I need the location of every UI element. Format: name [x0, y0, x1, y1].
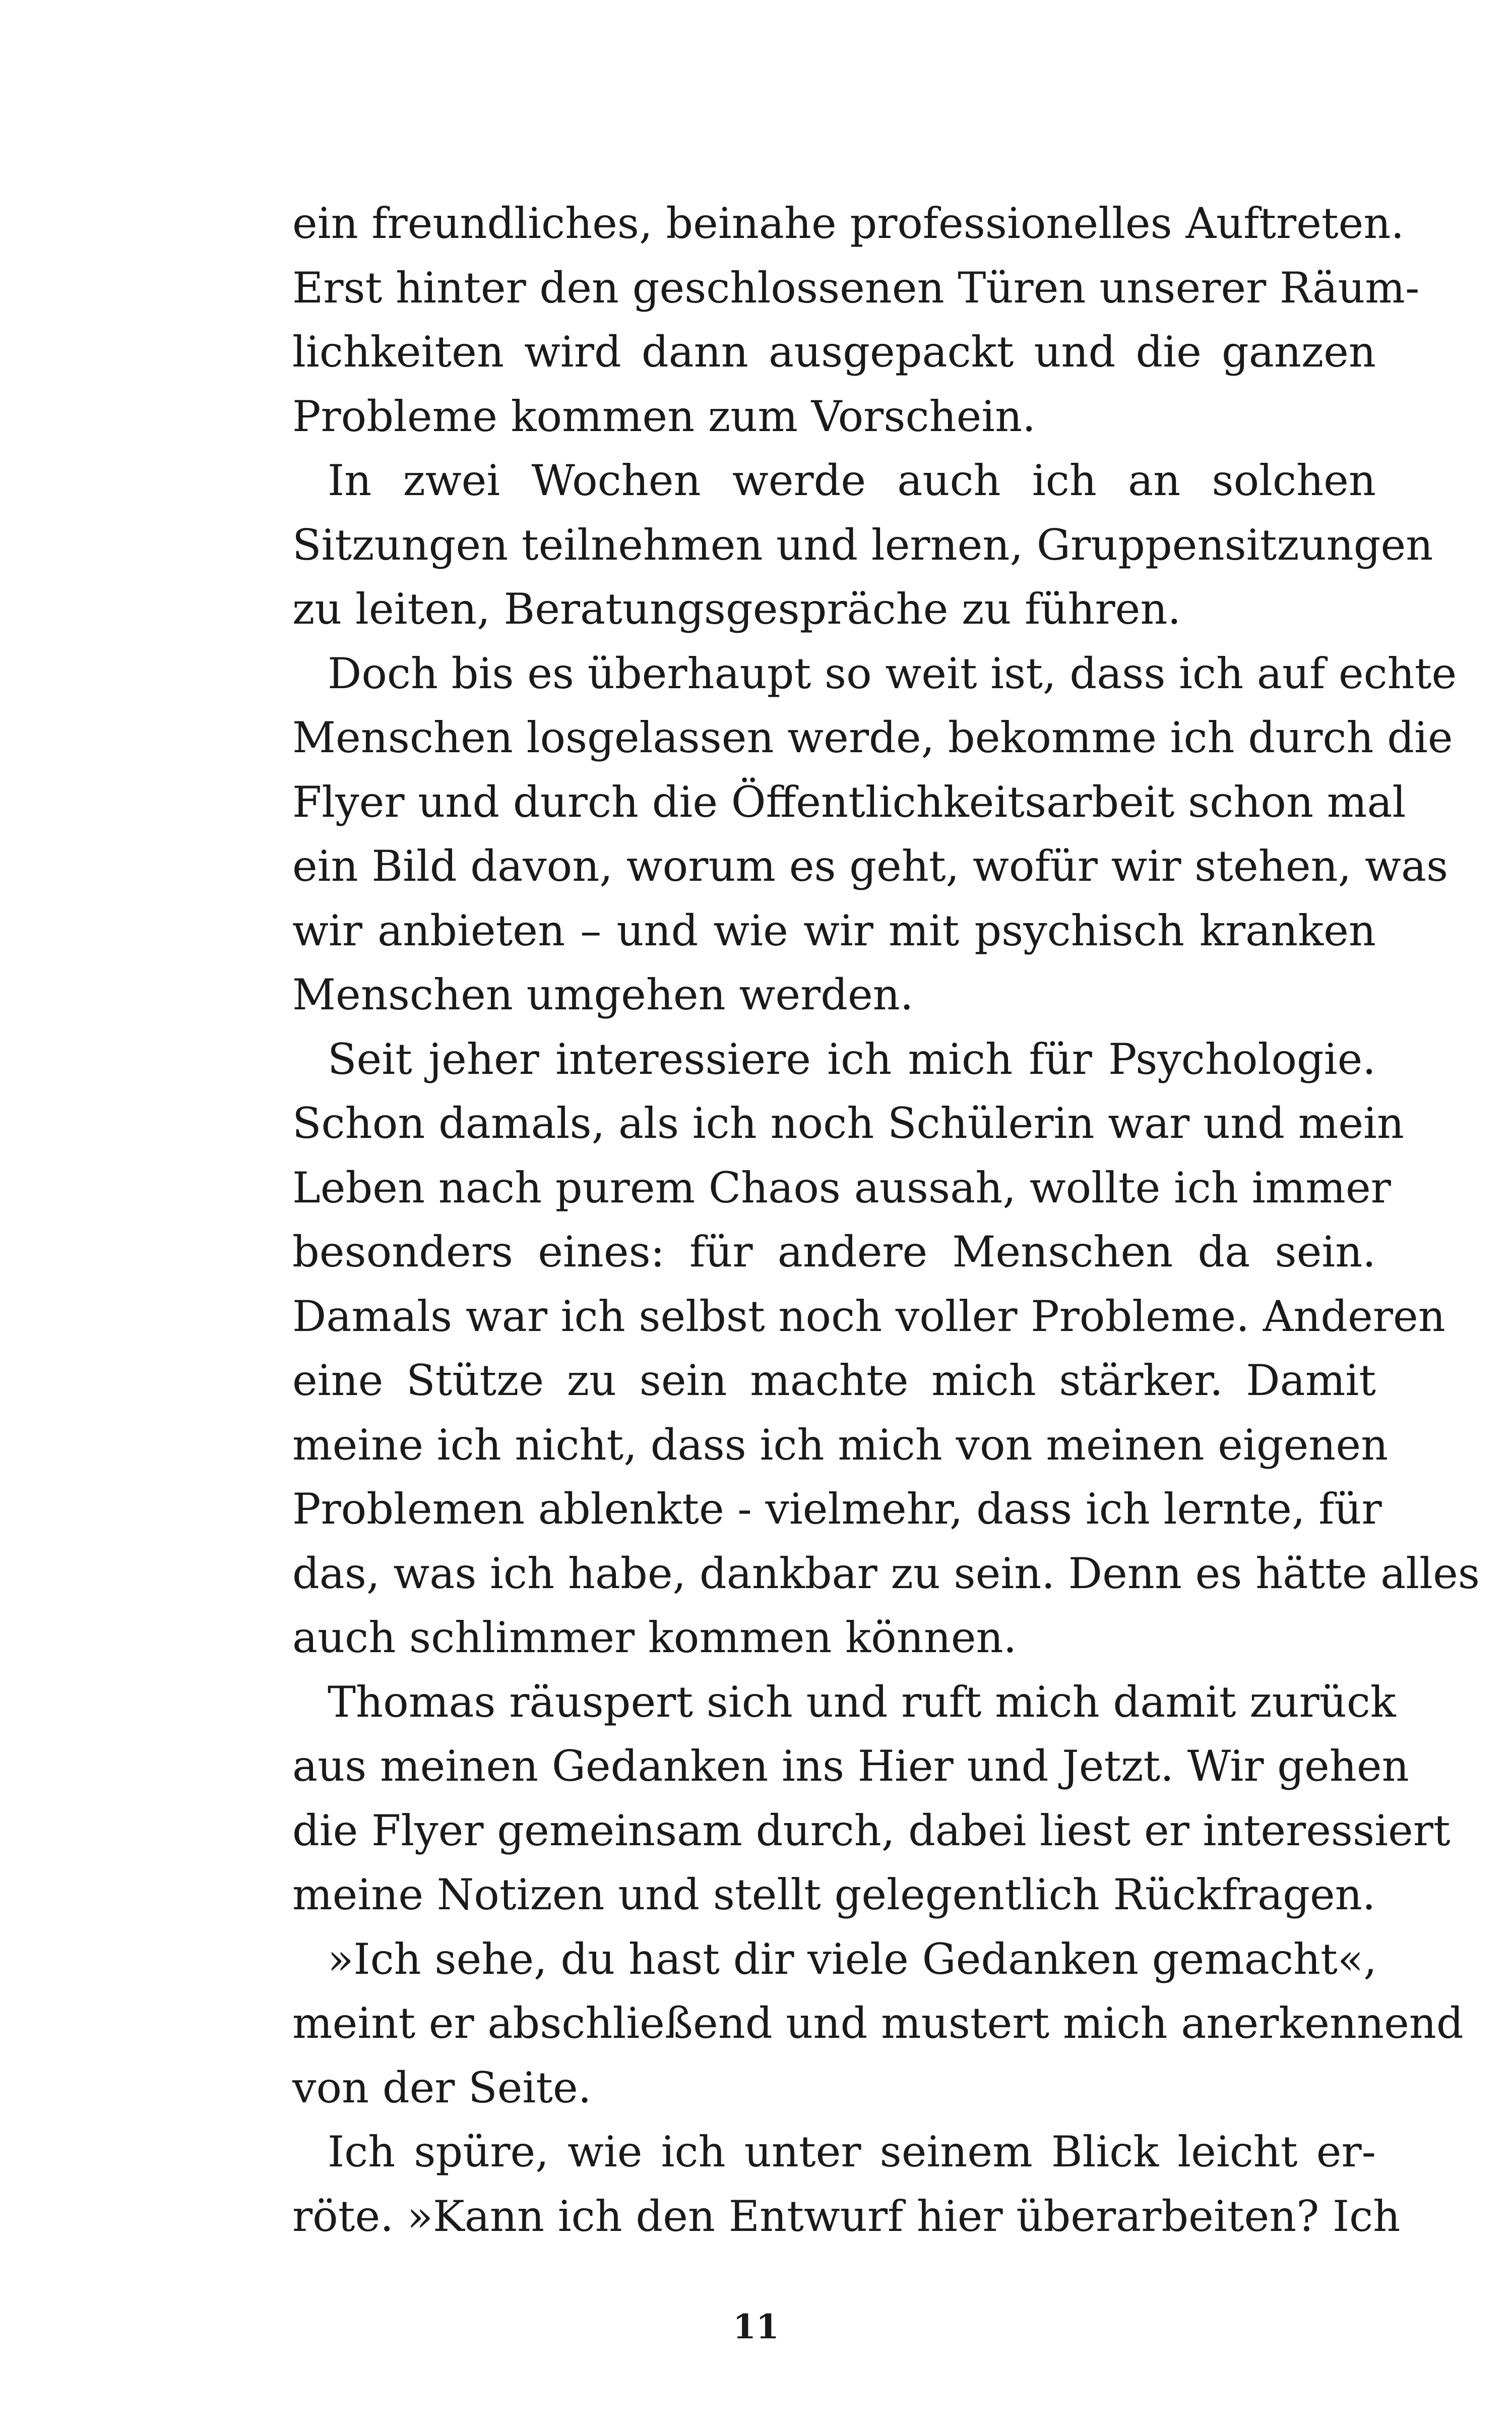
text-line: meine ich nicht, dass ich mich von meinen eigenen [292, 1420, 1389, 1470]
page-number: 11 [733, 2307, 779, 2346]
text-line: zu leiten, Beratungsgespräche zu führen. [292, 584, 1181, 634]
text-line: Sitzungen teilnehmen und lernen, Gruppensitzungen [292, 520, 1433, 570]
paragraph [292, 1670, 1451, 1927]
text-line: die Flyer gemeinsam durch, dabei liest er interessiert [292, 1805, 1451, 1855]
text-line: auch schlimmer kommen können. [292, 1613, 1017, 1662]
text-line: Erst hinter den geschlossenen Türen unserer Räum- [292, 263, 1420, 313]
text-line: ein freundliches, beinahe professionelles Auftreten. [292, 199, 1405, 248]
text-line: Schon damals, als ich noch Schülerin war und mein [292, 1099, 1405, 1148]
text-line: Flyer und durch die Öffentlichkeitsarbeit schon mal [292, 777, 1406, 827]
paragraph [292, 2120, 1401, 2249]
paragraph [292, 449, 1433, 642]
text-line: Problemen ablenkte - vielmehr, dass ich lernte, für [292, 1484, 1382, 1534]
text-line: Probleme kommen zum Vorschein. [292, 391, 1036, 441]
text-line: lichkeiten wird dann ausgepackt und die ganzen [292, 327, 1376, 377]
paragraph [292, 192, 1420, 449]
text-line: Menschen umgehen werden. [292, 970, 914, 1019]
text-line: wir anbieten – und wie wir mit psychisch kranken [292, 905, 1376, 955]
paragraph [292, 1027, 1480, 1670]
text-line: »Ich sehe, du hast dir viele Gedanken gemacht«, [328, 1934, 1377, 1984]
text-line: Doch bis es überhaupt so weit ist, dass ich auf echte [328, 648, 1457, 698]
text-line: meint er abschließend und mustert mich anerkennend [292, 1999, 1464, 2048]
text-line: Damals war ich selbst noch voller Probleme. Anderen [292, 1291, 1445, 1341]
text-line: Leben nach purem Chaos aussah, wollte ich immer [292, 1163, 1391, 1213]
text-line: ein Bild davon, worum es geht, wofür wir stehen, was [292, 841, 1448, 891]
text-line: röte. »Kann ich den Entwurf hier überarbeiten? Ich [292, 2191, 1401, 2241]
text-line: Seit jeher interessiere ich mich für Psychologie. [328, 1034, 1376, 1084]
body-text [292, 192, 1480, 2249]
text-line: In zwei Wochen werde auch ich an solchen [328, 456, 1376, 505]
text-line: aus meinen Gedanken ins Hier und Jetzt. Wir gehen [292, 1741, 1409, 1791]
text-line: das, was ich habe, dankbar zu sein. Denn es hätte alles [292, 1548, 1480, 1598]
text-line: Ich spüre, wie ich unter seinem Blick leicht er- [328, 2127, 1376, 2176]
paragraph [292, 642, 1457, 1027]
text-line: besonders eines: für andere Menschen da sein. [292, 1227, 1376, 1277]
text-line: von der Seite. [292, 2063, 592, 2112]
text-line: Menschen losgelassen werde, bekomme ich durch die [292, 713, 1453, 762]
paragraph [292, 1927, 1464, 2121]
text-line: eine Stütze zu sein machte mich stärker. Damit [292, 1356, 1376, 1405]
text-line: meine Notizen und stellt gelegentlich Rückfragen. [292, 1870, 1376, 1919]
text-line: Thomas räuspert sich und ruft mich damit zurück [328, 1677, 1396, 1727]
